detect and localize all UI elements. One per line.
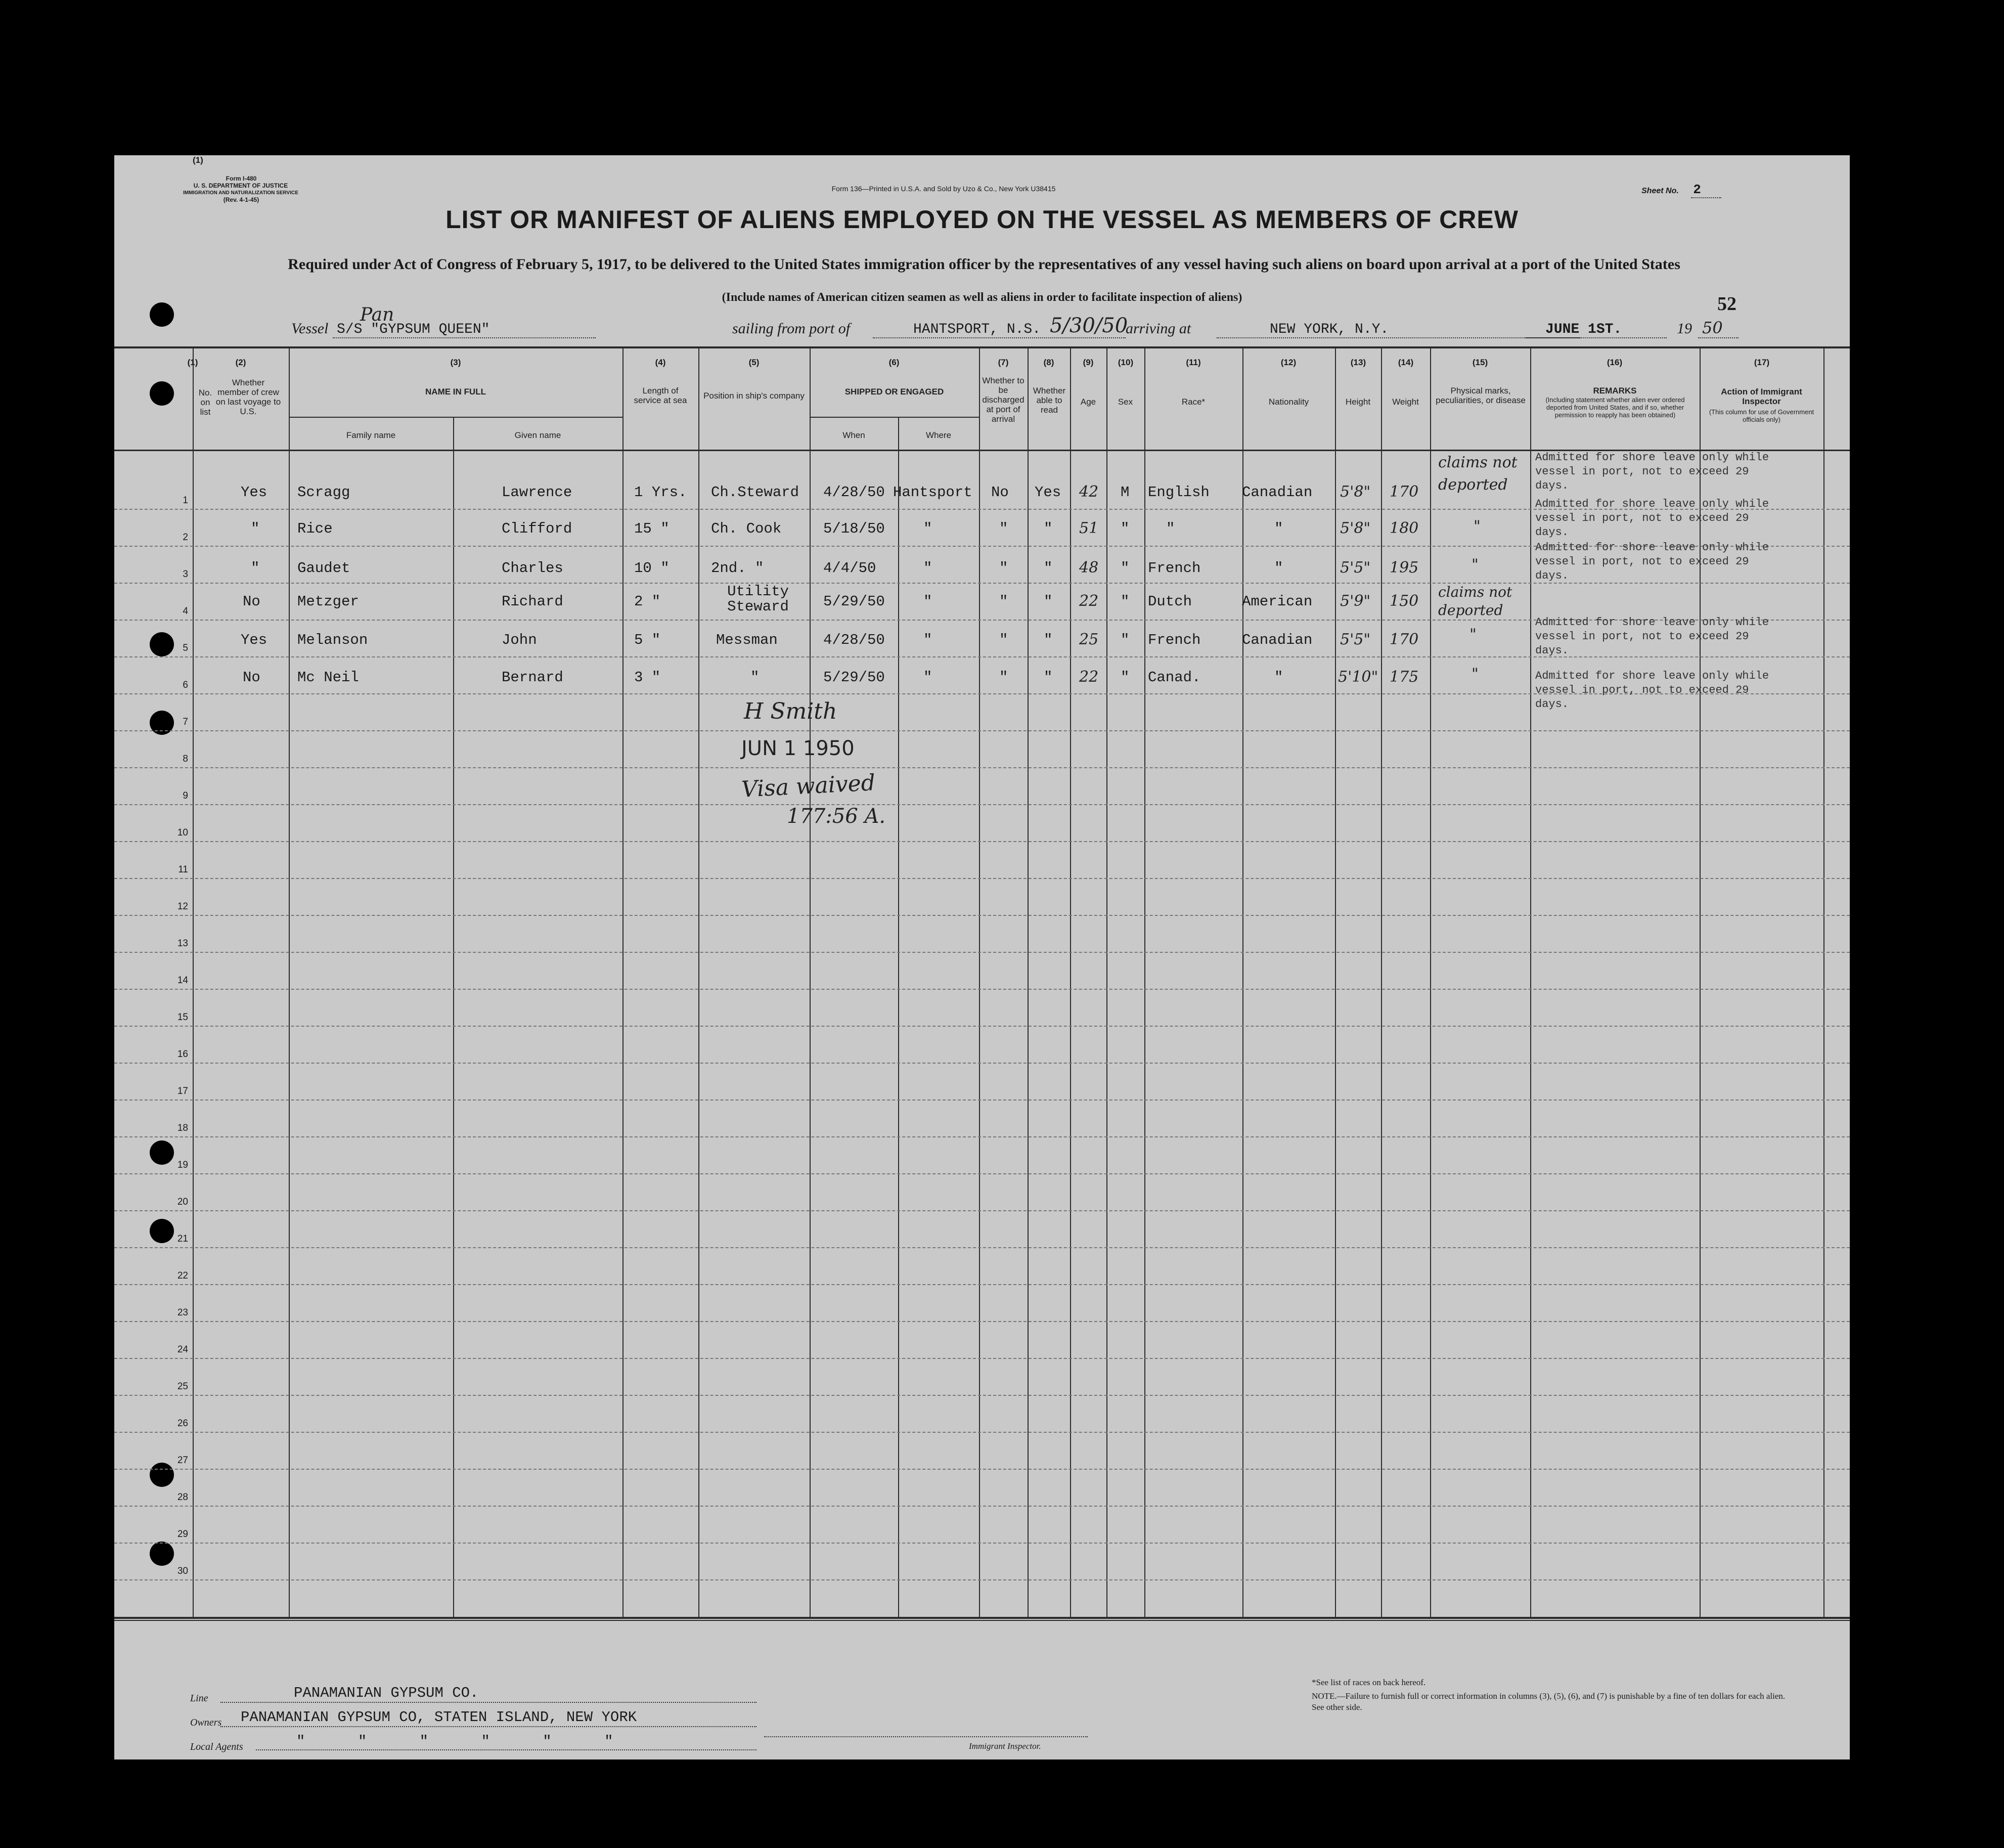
inspector-label: Immigrant Inspector.: [969, 1741, 1041, 1751]
header-family-name: Family name: [346, 430, 396, 440]
column-divider: [1530, 347, 1531, 1618]
cell-given-name: Bernard: [502, 669, 563, 686]
year-underline: [1698, 337, 1739, 338]
cell-age: 25: [1079, 631, 1099, 648]
cell-when: 5/29/50: [823, 593, 885, 610]
cell-sex: ": [1121, 632, 1130, 648]
port-from-underline: [873, 337, 1126, 338]
cell-given-name: Charles: [502, 560, 563, 577]
row-number: 13: [177, 938, 188, 949]
cell-member: ": [251, 560, 260, 577]
agents-value: " " " " " ": [296, 1733, 613, 1750]
row-number: 27: [177, 1455, 188, 1466]
year-suffix: 50: [1702, 318, 1723, 337]
column-divider: [698, 347, 699, 1618]
cell-remarks: Admitted for shore leave only while vessel in port, not to exceed 29 days.: [1535, 616, 1769, 657]
cell-physical-marks: ": [1472, 556, 1479, 574]
row-number: 19: [177, 1160, 188, 1170]
sheet-label: [1641, 182, 1773, 197]
row-rule: [114, 1579, 1850, 1580]
cell-when: 5/18/50: [823, 520, 885, 537]
sailing-label: sailing from port of: [732, 320, 851, 337]
note-text: —Failure to furnish full or correct information in columns (3), (5), (6), and (7) is punishable by a fine of ten dollars for each alien. See other side.: [1312, 1691, 1786, 1712]
cell-nationality: ": [1274, 560, 1283, 577]
agents-underline: [256, 1749, 756, 1750]
row-rule: [114, 730, 1850, 731]
cell-nationality: ": [1274, 520, 1283, 537]
cell-sex: ": [1121, 669, 1130, 686]
footer-rule: [114, 1620, 1850, 1621]
column-divider: [1070, 347, 1071, 1618]
column-divider: [1242, 347, 1243, 1618]
row-number: 6: [183, 680, 188, 690]
cell-physical-marks: claims not deported: [1438, 584, 1512, 619]
cell-position: 2nd. ": [711, 560, 764, 577]
header-when: When: [842, 430, 865, 440]
cell-when: 4/4/50: [823, 560, 876, 577]
footer-note: [1312, 1691, 1787, 1713]
row-number: 26: [177, 1418, 188, 1429]
cell-discharged: ": [999, 560, 1008, 577]
cell-member: ": [251, 520, 260, 537]
vessel-name-underline: [333, 337, 596, 338]
cell-where: ": [923, 593, 932, 610]
cell-read: ": [1044, 520, 1053, 537]
sheet-label-text: Sheet No.: [1641, 187, 1679, 195]
cell-discharged: ": [999, 669, 1008, 686]
line-label: Line: [190, 1693, 208, 1704]
shipped-subheader-line: [810, 417, 979, 418]
cell-length: 3 ": [634, 669, 661, 686]
cell-where: ": [923, 669, 932, 686]
header-weight: Weight: [1392, 397, 1419, 407]
cell-where: ": [923, 560, 932, 577]
cell-when: 5/29/50: [823, 669, 885, 686]
cell-age: 51: [1079, 519, 1099, 537]
cell-age: 42: [1079, 483, 1099, 501]
row-number: 7: [183, 717, 188, 727]
cell-race: Dutch: [1148, 593, 1192, 610]
vessel-label: Vessel: [291, 320, 329, 337]
cell-sex: ": [1121, 520, 1130, 537]
agency-name: U. S. DEPARTMENT OF JUSTICE: [193, 182, 288, 189]
row-rule: [114, 1247, 1850, 1248]
cell-weight: 170: [1390, 631, 1419, 648]
row-rule: [114, 989, 1850, 990]
col-num: (17): [1754, 358, 1770, 367]
cell-age: 48: [1079, 559, 1099, 577]
row-rule: [114, 1543, 1850, 1544]
form-code: Form I-480: [226, 175, 257, 182]
note-label: NOTE.: [1312, 1691, 1337, 1701]
header-name-in-full: NAME IN FULL: [425, 387, 486, 397]
header-action: Action of Immigrant Inspector: [1721, 387, 1802, 406]
cell-discharged: ": [999, 593, 1008, 610]
cell-when: 4/28/50: [823, 632, 885, 648]
header-remarks: REMARKS: [1593, 386, 1637, 395]
sailing-date: 5/30/50: [1050, 314, 1128, 337]
row-number: 2: [183, 532, 188, 543]
owners-value: PANAMANIAN GYPSUM CO, STATEN ISLAND, NEW YORK: [241, 1709, 637, 1726]
manifest-sheet: Form I-480 U. S. DEPARTMENT OF JUSTICE IMMIGRATION AND NATURALIZATION SERVICE (Rev. 4-1-45) Form 136—Printed in U.S.A. and Sold by Uzo & Co., New York U38415 Sheet No. 2 LIST OR MANIFEST OF ALIENS EMPLOYED ON THE VESSEL AS MEMBERS OF CREW Required under Act of Congress of February 5, 1917, to be delivered to the United States immigration officer by the representatives of any vessel having such aliens on board upon arrival at a port of the United States (Include names of American citizen seamen as well as aliens in order to facilitate inspection of aliens) 52 Vessel Pan S/S "GYPSUM QUEEN" sailing from port of HANTSPORT, N.S. 5/30/50 arriving at NEW YORK, N.Y. JUNE 1ST. 19 50 (1) (1) (2) (3) (4) (5) (6) (7) (8) (9) (10) (11) (12) (13) (14) (15) (16) (17) No. on list Whether member of crew on last voyage to U.S. NAME IN FULL Family name Given name Length of service at sea Position in ship's company SHIPPED OR ENGAGED When Where Whether to be discharged at port of arrival Whether able to read Age Sex Race* Nationality Height Weight Physical marks, peculiarities, or disease REMARKS (Including statement whether alien ever ordered deported from United States, and if so, whether permission to reapply has been obtained) Action of Immigrant Inspector (This column for use of Government officials only) 1 2 3 4 5 6 7 8 9 10 11 12 13 14 15 16 17 18 19 20 21 22 23 24 25 26 27 28 29 30 Yes Scragg Lawrence 1 Yrs. Ch.Steward 4/28/50 Hantsport No Yes 42 M English Canadian 5'8" 170 claims not deported Admitted for shore leave only while vessel in port, not to exceed 29 days. " Rice Clifford 15 " Ch. Cook 5/18/50 " " " 51 " " " 5'8" 180 " Admitted for shore leave only while vessel in port, not to exceed 29 days. " Gaudet Charles 10 " 2nd. " 4/4/50 " " " 48 " French " 5'5" 195 " Admitted for shore leave only while vessel in port, not to exceed 29 days. No Metzger Richard 2 " Utility Steward 5/29/50 " " " 22 " Dutch American 5'9" 150 claims not deported Yes Melanson John 5 " Messman 4/28/50 " " " 25 " French Canadian 5'5" 170 " Admitted for shore leave only while vessel in port, not to exceed 29 days. No Mc Neil Bernard 3 " " 5/29/50 " " " 22 " Canad. " 5'10" 175 " Admitted for shore leave only while vessel in port, not to exceed 29 days. H Smith JUN 1 1950 Visa waived 177:56 A. Line PANAMANIAN GYPSUM CO. Owners PANAMANIAN GYPSUM CO, STATEN ISLAND, NEW YORK Local Agents " " " " " " Immigrant Inspector. *See list of races on back hereof. NOTE.—Failure to furnish full or correct information in columns (3), (5), (6), and (7) is punishable by a fine of ten dollars for each alien. See other side.: [114, 155, 1850, 1759]
row-number: 17: [177, 1086, 188, 1096]
agents-label: Local Agents: [190, 1741, 243, 1752]
row-number: 24: [177, 1344, 188, 1355]
cell-height: 5'9": [1340, 592, 1371, 610]
cell-remarks: Admitted for shore leave only while vessel in port, not to exceed 29 days.: [1535, 451, 1769, 492]
column-divider: [453, 417, 454, 1618]
column-divider: [1823, 347, 1824, 1618]
owners-label: Owners: [190, 1717, 222, 1728]
line-underline: [220, 1702, 756, 1703]
cell-member: Yes: [241, 632, 268, 648]
row-rule: [114, 804, 1850, 805]
inspector-signature: H Smith: [744, 698, 837, 724]
col-num: (5): [748, 358, 760, 367]
row-rule: [114, 1210, 1850, 1211]
vessel-annotation: Pan: [360, 304, 394, 325]
cell-remarks: Admitted for shore leave only while vessel in port, not to exceed 29 days.: [1535, 541, 1769, 582]
cell-when: 4/28/50: [823, 484, 885, 501]
cell-weight: 180: [1390, 519, 1419, 537]
row-number: 29: [177, 1529, 188, 1539]
cell-length: 5 ": [634, 632, 661, 648]
cell-height: 5'8": [1340, 519, 1371, 537]
port-from: HANTSPORT, N.S.: [913, 322, 1041, 337]
cell-height: 5'5": [1340, 631, 1371, 648]
cell-race: Canad.: [1148, 669, 1201, 686]
cell-race: French: [1148, 560, 1201, 577]
cell-family-name: Metzger: [297, 593, 359, 610]
inspector-signature-line: [764, 1736, 1088, 1737]
column-divider: [1144, 347, 1145, 1618]
col-num: (15): [1472, 358, 1488, 367]
col-num: (12): [1280, 358, 1297, 367]
row-number: 8: [183, 754, 188, 764]
row-rule: [114, 1063, 1850, 1064]
row-number: 9: [183, 790, 188, 801]
row-rule: [114, 1469, 1850, 1470]
cell-weight: 170: [1390, 483, 1419, 501]
cell-where: ": [923, 632, 932, 648]
cell-height: 5'5": [1340, 559, 1371, 577]
column-divider: [1430, 347, 1431, 1618]
arrival-date-underline: [1525, 337, 1667, 338]
row-rule: [114, 1136, 1850, 1137]
col-num: (7): [998, 358, 1009, 367]
row-number: 21: [177, 1234, 188, 1244]
header-given-name: Given name: [514, 430, 561, 440]
column-divider: [979, 347, 980, 1618]
row-rule: [114, 767, 1850, 768]
cell-discharged: ": [999, 632, 1008, 648]
row-rule: [114, 878, 1850, 879]
header-nationality: Nationality: [1268, 397, 1309, 407]
row-rule: [114, 841, 1850, 842]
col-num: (3): [450, 358, 461, 367]
col-num: (9): [1083, 358, 1094, 367]
cell-weight: 150: [1390, 592, 1419, 610]
row-number: 18: [177, 1123, 188, 1133]
row-number: 5: [183, 643, 188, 653]
port-to: NEW YORK, N.Y.: [1270, 322, 1389, 337]
cell-length: 10 ": [634, 560, 670, 577]
header-discharged: Whether to be discharged at port of arrival: [982, 376, 1025, 424]
cell-age: 22: [1079, 592, 1099, 610]
header-remarks-sub: (Including statement whether alien ever ordered deported from United States, and if so, whether permission to reapply has been obtained): [1545, 396, 1685, 419]
cell-member: Yes: [241, 484, 268, 501]
row-number: 4: [183, 606, 188, 617]
row-rule: [114, 1173, 1850, 1174]
form-revision: (Rev. 4-1-45): [223, 196, 259, 203]
row-rule: [114, 1284, 1850, 1285]
cell-length: 1 Yrs.: [634, 484, 687, 501]
cell-sex: M: [1121, 484, 1130, 501]
cell-discharged: ": [999, 520, 1008, 537]
col-num: (4): [655, 358, 666, 367]
row-number: 15: [177, 1012, 188, 1023]
row-rule: [114, 1432, 1850, 1433]
page-subtitle: Required under Act of Congress of February 5, 1917, to be delivered to the United States immigration officer by the representatives of any vessel having such aliens on board upon arrival at a port of the United States: [288, 256, 1680, 273]
cell-position: ": [750, 669, 760, 686]
row-rule: [114, 1321, 1850, 1322]
inspector-code: 177:56 A.: [787, 805, 886, 828]
date-stamp: JUN 1 1950: [741, 737, 855, 760]
row-rule: [114, 1395, 1850, 1396]
cell-height: 5'10": [1338, 668, 1378, 686]
header-sex: Sex: [1118, 397, 1133, 407]
punch-hole: [150, 302, 174, 327]
column-divider: [810, 347, 811, 1618]
page-subnote: (Include names of American citizen seamen as well as aliens in order to facilitate inspection of aliens): [722, 291, 1242, 304]
col-num: (6): [888, 358, 900, 367]
cell-position: Ch.Steward: [711, 484, 799, 501]
owners-underline: [220, 1726, 756, 1727]
row-number: 3: [183, 569, 188, 580]
cell-family-name: Rice: [297, 520, 333, 537]
col-num: (10): [1118, 358, 1134, 367]
cell-where: ": [923, 520, 932, 537]
row-rule: [114, 1506, 1850, 1507]
page-title: LIST OR MANIFEST OF ALIENS EMPLOYED ON THE VESSEL AS MEMBERS OF CREW: [446, 205, 1519, 234]
punch-hole: [150, 381, 174, 406]
col-num: (2): [235, 358, 246, 367]
cell-weight: 195: [1390, 559, 1419, 577]
header-member: Whether member of crew on last voyage to U.S.: [215, 378, 281, 416]
row-number: 1: [183, 495, 188, 506]
row-number: 25: [177, 1381, 188, 1392]
row-number: 10: [177, 827, 188, 838]
cell-nationality: ": [1274, 669, 1283, 686]
cell-physical-marks: ": [1472, 665, 1479, 683]
header-position: Position in ship's company: [703, 391, 805, 401]
cell-family-name: Mc Neil: [297, 669, 359, 686]
cell-sex: ": [1121, 560, 1130, 577]
arrival-date: JUNE 1ST.: [1545, 322, 1622, 337]
cell-read: ": [1044, 560, 1053, 577]
visa-note: Visa waived: [740, 770, 876, 803]
cell-position: Messman: [716, 632, 778, 648]
races-note: *See list of races on back hereof.: [1312, 1678, 1426, 1687]
header-physical-marks: Physical marks, peculiarities, or disease: [1436, 386, 1526, 405]
cell-remarks: Admitted for shore leave only while vessel in port, not to exceed 29 days.: [1535, 670, 1769, 711]
header-height: Height: [1345, 397, 1371, 407]
cell-family-name: Scragg: [297, 484, 350, 501]
col-num: (1): [187, 358, 198, 367]
column-divider: [1335, 347, 1336, 1618]
row-number: 22: [177, 1270, 188, 1281]
header-length: Length of service at sea: [634, 386, 687, 405]
column-divider: [1106, 347, 1107, 1618]
cell-read: Yes: [1035, 484, 1061, 501]
punch-hole: [150, 1463, 174, 1487]
cell-nationality: American: [1242, 593, 1313, 610]
header-age: Age: [1080, 397, 1096, 407]
cell-family-name: Gaudet: [297, 560, 350, 577]
col-num: (13): [1350, 358, 1366, 367]
table-top-border: [114, 346, 1850, 348]
header-shipped: SHIPPED OR ENGAGED: [844, 387, 944, 397]
cell-sex: ": [1121, 593, 1130, 610]
cell-read: ": [1044, 593, 1053, 610]
cell-nationality: Canadian: [1242, 632, 1313, 648]
line-value: PANAMANIAN GYPSUM CO.: [294, 1685, 479, 1701]
cell-family-name: Melanson: [297, 632, 368, 648]
row-number: 20: [177, 1197, 188, 1207]
cell-member: No: [243, 593, 260, 610]
row-rule: [114, 915, 1850, 916]
cell-physical-marks: ": [1474, 517, 1481, 535]
cell-age: 22: [1079, 668, 1099, 686]
cell-race: French: [1148, 632, 1201, 648]
cell-race: ": [1166, 520, 1175, 537]
sheet-number: 2: [1691, 182, 1721, 198]
header-action-sub: (This column for use of Government officials only): [1709, 408, 1814, 423]
header-where: Where: [925, 430, 952, 440]
column-divider: [898, 417, 899, 1618]
cell-given-name: John: [502, 632, 537, 648]
cell-length: 2 ": [634, 593, 661, 610]
column-divider: [1028, 347, 1029, 1618]
col-num: (14): [1398, 358, 1414, 367]
cell-read: ": [1044, 632, 1053, 648]
row-rule: [114, 1026, 1850, 1027]
header-race: Race*: [1181, 397, 1206, 407]
row-rule: [114, 952, 1850, 953]
row-number: 23: [177, 1307, 188, 1318]
row-number: 30: [177, 1566, 188, 1576]
page-number: 52: [1717, 293, 1736, 315]
row-number: 12: [177, 901, 188, 912]
cell-height: 5'8": [1340, 483, 1371, 501]
row-number: 14: [177, 975, 188, 986]
cell-length: 15 ": [634, 520, 670, 537]
column-divider: [193, 347, 194, 1618]
agency-service: IMMIGRATION AND NATURALIZATION SERVICE: [183, 190, 298, 196]
column-divider: [289, 347, 290, 1618]
cell-given-name: Richard: [502, 593, 563, 610]
col-num: (11): [1186, 358, 1201, 367]
header-no-on-list: No. on list: [198, 388, 212, 417]
year-prefix: 19: [1677, 320, 1692, 337]
arriving-label: arriving at: [1126, 320, 1191, 337]
printer-line: Form 136—Printed in U.S.A. and Sold by Uzo & Co., New York U38415: [831, 185, 1056, 193]
punch-hole: [150, 1542, 174, 1566]
row-number: 11: [178, 864, 188, 875]
cell-where: Hantsport: [893, 484, 972, 501]
cell-read: ": [1044, 669, 1053, 686]
cell-weight: 175: [1390, 668, 1419, 686]
col-num: (8): [1043, 358, 1054, 367]
cell-race: English: [1148, 484, 1210, 501]
cell-nationality: Canadian: [1242, 484, 1313, 501]
col-num: (16): [1607, 358, 1623, 367]
cell-physical-marks: claims not deported: [1438, 454, 1518, 494]
cell-position: Ch. Cook: [711, 520, 782, 537]
table-bottom-border: [114, 1617, 1850, 1619]
row-number: 28: [177, 1492, 188, 1503]
header-able-to-read: Whether able to read: [1033, 386, 1066, 415]
cell-remarks: Admitted for shore leave only while vessel in port, not to exceed 29 days.: [1535, 498, 1769, 539]
column-divider: [622, 347, 624, 1618]
row-rule: [114, 1099, 1850, 1101]
cell-given-name: Clifford: [502, 520, 572, 537]
cell-discharged: No: [991, 484, 1009, 501]
cell-given-name: Lawrence: [502, 484, 572, 501]
column-divider: [1381, 347, 1382, 1618]
row-rule: [114, 1358, 1850, 1359]
cell-member: No: [243, 669, 260, 686]
name-subheader-line: [289, 417, 622, 418]
vessel-name: S/S "GYPSUM QUEEN": [337, 322, 490, 337]
cell-physical-marks: ": [1469, 626, 1477, 643]
row-number: 16: [177, 1049, 188, 1060]
cell-position: Utility Steward: [727, 583, 789, 615]
